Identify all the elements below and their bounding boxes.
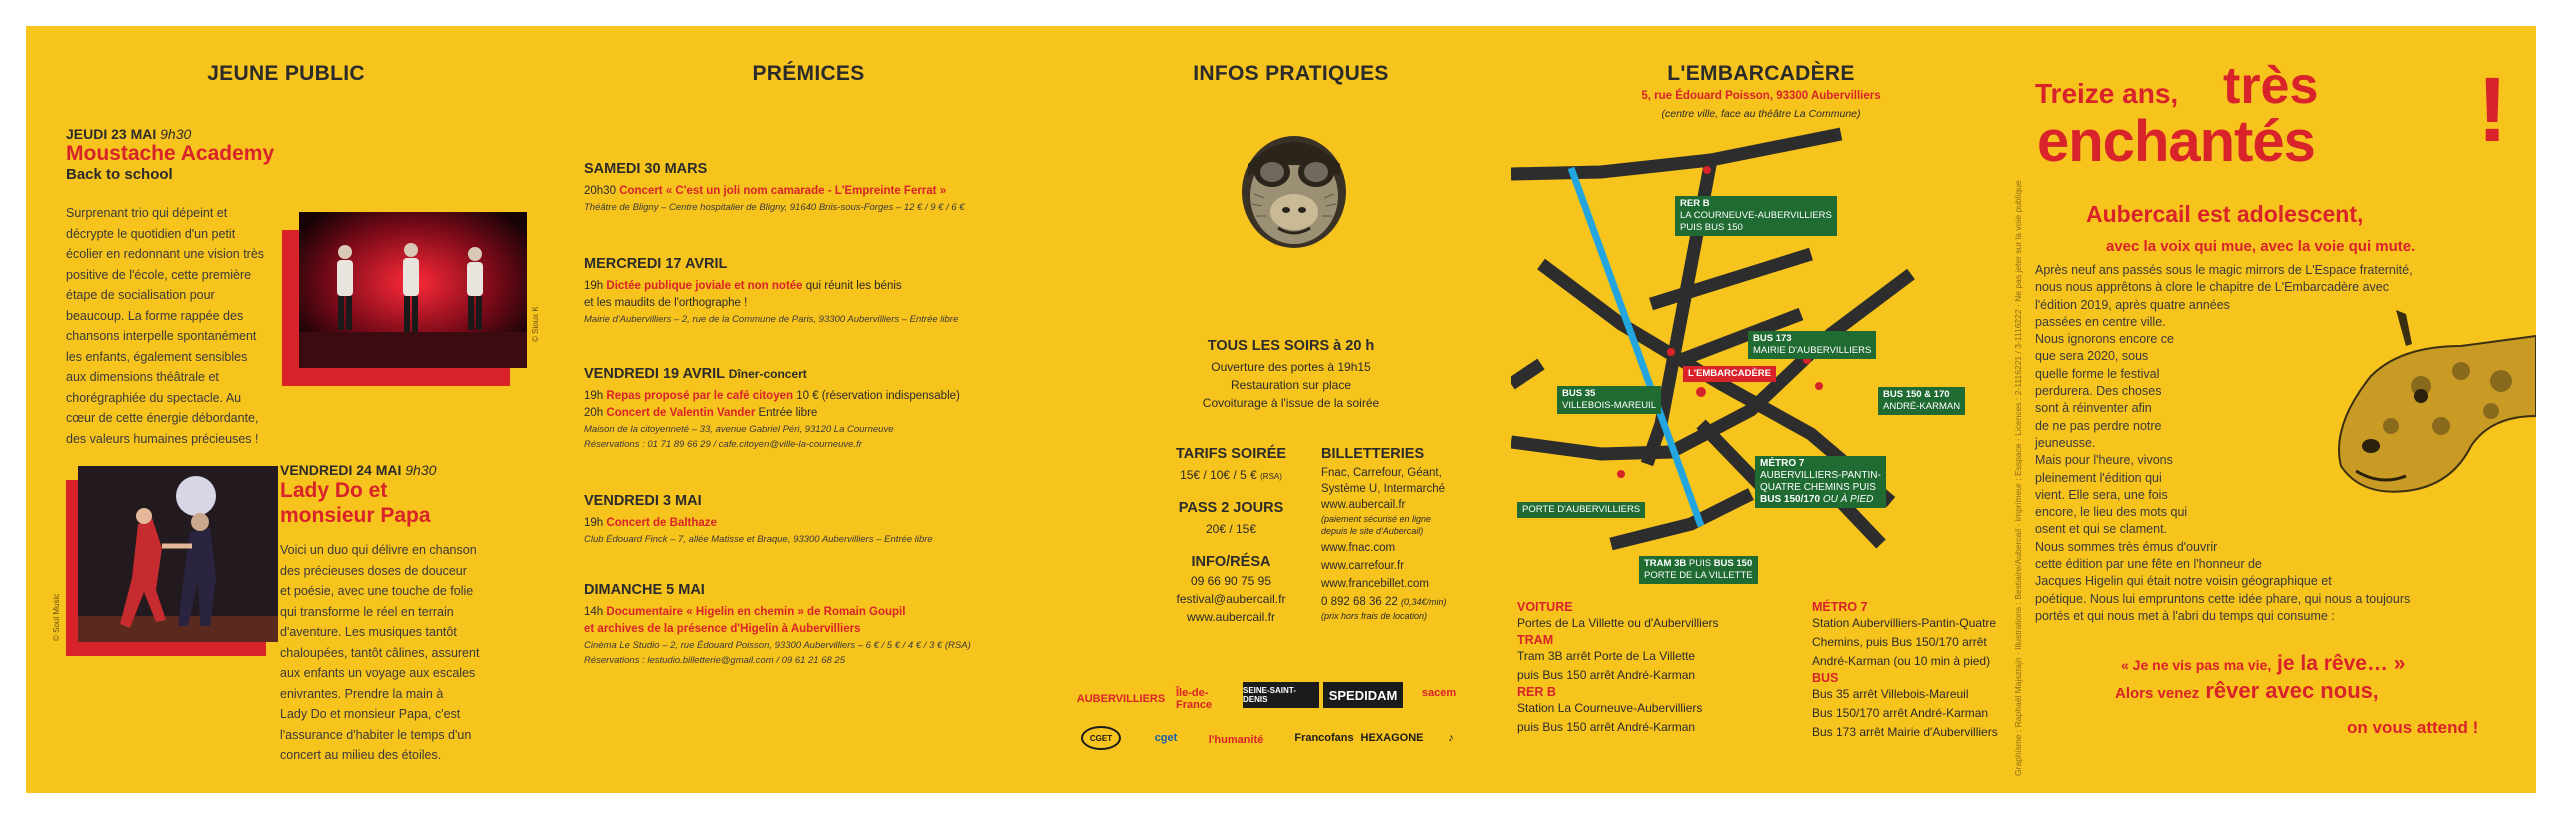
premices-event-title: Concert de Balthaze [606, 517, 717, 529]
premices-date [584, 582, 1064, 598]
edito-paragraph [2035, 262, 2525, 625]
edito-subtitle: Aubercail est adolescent, [2086, 201, 2364, 227]
billetteries-link[interactable]: www.aubercail.fr [1321, 499, 1406, 511]
premices-time: 19h [584, 280, 604, 292]
access-line: puis Bus 150 arrêt André-Karman [1517, 668, 1696, 682]
embarcadere-address-note: (centre ville, face au théâtre La Commune) [1661, 108, 1861, 120]
premices-note: Réservations : lestudio.billetterie@gmail.com / 09 61 21 68 25 [584, 655, 846, 666]
billetteries-title: BILLETTERIES [1321, 446, 1425, 462]
premices-line-tail: Entrée libre [755, 407, 818, 419]
premices-line [584, 295, 1064, 312]
billetteries-note: (prix hors frais de location) [1321, 611, 1428, 621]
edito-line: vient. Elle sera, une fois [2035, 487, 2168, 502]
access-line: puis Bus 150 arrêt André-Karman [1517, 720, 1696, 734]
edito-line: l'édition 2019, après quatre années [2035, 297, 2230, 312]
jeune-public-heading: JEUNE PUBLIC [207, 62, 365, 85]
premices-line [584, 604, 1064, 621]
edito-line: Mais pour l'heure, vivons [2035, 453, 2173, 468]
description-line: chansons interpelle spontanément [66, 329, 257, 343]
premices-event [584, 256, 1064, 327]
access-line: André-Karman (ou 10 min à pied) [1812, 654, 1991, 668]
tarifs-block [1161, 446, 1301, 626]
monkey-illustration [1234, 124, 1354, 254]
edito-title-part: enchantés [2037, 109, 2315, 174]
access-car-tram-rer [1517, 600, 1737, 737]
pass-value: 20€ / 15€ [1205, 522, 1257, 536]
billetteries-note: (paiement sécurisé en ligne [1321, 514, 1432, 524]
access-line: Portes de La Villette ou d'Aubervilliers [1517, 616, 1719, 630]
premices-line [584, 388, 1064, 405]
sponsor-logo: SPEDIDAM [1323, 682, 1403, 708]
description-line: les enfants, également sensibles [66, 349, 248, 364]
map-label-bus150: BUS 150 & 170 ANDRÉ-KARMAN [1878, 387, 1965, 415]
premices-date-text: SAMEDI 30 MARS [584, 161, 708, 177]
billetteries-phone: 0 892 68 36 22 [1321, 596, 1398, 608]
photo-credit: © Soul Music [52, 593, 61, 641]
premices-note: Club Édouard Finck – 7, allée Matisse et Braque, 93300 Aubervilliers – Entrée libre [584, 534, 933, 545]
access-line: Tram 3B arrêt Porte de La Villette [1517, 649, 1696, 663]
edito-line: Nous ignorons encore ce [2035, 332, 2174, 347]
premices-time: 20h30 [584, 185, 616, 197]
premices-date [584, 366, 1064, 382]
edito-line: de ne pas perdre notre [2035, 418, 2162, 433]
sponsor-logo: Île-de-France [1176, 687, 1213, 711]
access-line: Chemins, puis Bus 150/170 arrêt [1812, 635, 1987, 649]
edito-line: nous nous apprêtons à clore le chapitre de L'Embarcadère avec [2035, 280, 2389, 295]
event-subtitle: Back to school [66, 166, 173, 183]
sponsor-logo: sacem [1421, 687, 1457, 699]
premices-time: 19h [584, 390, 604, 402]
billetteries-link[interactable]: www.francebillet.com [1321, 578, 1430, 590]
description-line: aux dimensions théâtrale et [66, 370, 219, 384]
premices-date [584, 493, 1064, 509]
premices-date [584, 256, 1064, 272]
edito-line: Jacques Higelin qui était notre voisin géographique et [2035, 574, 2332, 589]
soirs-line: Ouverture des portes à 19h15 [1211, 360, 1371, 374]
jeune-public-column [26, 26, 546, 793]
info-resa-title: INFO/RÉSA [1191, 554, 1271, 570]
description-line: décrypte le quotidien d'un petit [66, 226, 236, 241]
sponsor-logo: AUBERVILLIERS [1076, 693, 1166, 705]
tarifs-value: 15€ / 10€ / 5 € [1180, 468, 1257, 482]
event-title-line: monsieur Papa [280, 504, 431, 527]
premices-time: 20h [584, 407, 604, 419]
description-line: des précieuses doses de douceur [280, 563, 467, 578]
description-line: et poésie, avec une touche de folie [280, 584, 474, 598]
edito-line: encore, le lieu des mots qui [2035, 505, 2188, 520]
edito-line: quelle forme le festival [2035, 366, 2160, 381]
edito-line: Après neuf ans passés sous le magic mirrors de L'Espace fraternité, [2035, 263, 2413, 277]
description-line: enivrantes. Prendre la main à [280, 686, 444, 701]
premices-note: Réservations : 01 71 89 66 29 / cafe.citoyen@ville-la-courneuve.fr [584, 439, 862, 450]
description-line: Lady Do et monsieur Papa, c'est [280, 707, 461, 721]
infos-column [1071, 26, 1511, 793]
premices-event-title: Concert de Valentin Vander [606, 407, 756, 419]
description-line: aux enfants un voyage aux escales [280, 666, 476, 680]
description-line: d'aventure. Les musiques tantôt [280, 625, 457, 639]
edito-title-part: Treize ans, [2035, 78, 2179, 109]
premices-heading: PRÉMICES [752, 62, 865, 85]
access-heading: VOITURE [1517, 600, 1573, 614]
billetteries-line: Fnac, Carrefour, Géant, [1321, 467, 1442, 479]
info-email[interactable]: festival@aubercail.fr [1176, 592, 1286, 606]
soirs-line: Covoiturage à l'issue de la soirée [1202, 396, 1380, 410]
edito-column [2011, 26, 2536, 793]
sponsor-logo: HEXAGONE [1360, 732, 1424, 744]
sponsor-logo: cget [1154, 732, 1178, 744]
event-date: JEUDI 23 MAI [66, 126, 157, 142]
access-heading: BUS [1812, 671, 1839, 685]
embarcadere-address: 5, rue Édouard Poisson, 93300 Aubervilliers [1641, 90, 1881, 102]
description-line: positive de l'école, cette première [66, 267, 252, 282]
event-lady-do [280, 462, 540, 528]
access-metro-bus [1812, 600, 2012, 742]
edito-line: que sera 2020, sous [2035, 349, 2149, 364]
event-date: VENDREDI 24 MAI [280, 462, 402, 478]
description-line: chorégraphiée du spectacle. Au [66, 390, 242, 405]
description-line: chaloupées, tantôt câlines, assurent [280, 645, 480, 660]
infos-heading: INFOS PRATIQUES [1193, 62, 1389, 85]
billetteries-link[interactable]: www.fnac.com [1321, 542, 1396, 554]
description-line: des valeurs humaines précieuses ! [66, 431, 259, 446]
embarcadere-heading: L'EMBARCADÈRE [1667, 62, 1855, 85]
description-line: étape de socialisation pour [66, 288, 215, 302]
edito-title [2035, 56, 2535, 174]
edito-line: Nous sommes très émus d'ouvrir [2035, 539, 2218, 554]
premices-event-title: Repas proposé par le café citoyen [606, 390, 794, 402]
access-line: Station La Courneuve-Aubervilliers [1517, 701, 1703, 715]
map-label-porte-aubervilliers: PORTE D'AUBERVILLIERS [1517, 502, 1645, 518]
premices-note: Cinéma Le Studio – 2, rue Édouard Poisson, 93300 Aubervilliers – 6 € / 5 € / 4 € / 3 € (RSA) [584, 640, 971, 651]
premices-event [584, 366, 1064, 452]
description-line: beaucoup. La forme rappée des [66, 308, 244, 323]
info-phone: 09 66 90 75 95 [1190, 574, 1272, 588]
premices-line [584, 405, 1064, 422]
billetteries-note: depuis le site d'Aubercail) [1321, 526, 1424, 536]
access-heading: TRAM [1517, 633, 1554, 647]
premices-column [546, 26, 1071, 793]
premices-event [584, 493, 1064, 547]
moustache-academy-photo [282, 212, 540, 387]
info-website[interactable]: www.aubercail.fr [1186, 610, 1276, 624]
sponsor-logo: SEINE-SAINT-DENIS [1243, 682, 1319, 708]
event-title: Moustache Academy [66, 142, 275, 165]
premices-line [584, 278, 1064, 295]
edito-line: pleinement l'édition qui [2035, 470, 2162, 485]
map-label-tram: TRAM 3B PUIS BUS 150 PORTE DE LA VILLETTE [1639, 556, 1758, 584]
edito-title-bang: ! [2477, 59, 2508, 161]
event-time: 9h30 [160, 126, 192, 142]
access-heading: MÉTRO 7 [1812, 600, 1868, 614]
premices-event [584, 582, 1064, 668]
edito-line: cette édition par une fête en l'honneur de [2035, 557, 2262, 572]
premices-date-text: VENDREDI 19 AVRIL [584, 366, 725, 382]
premices-note: Mairie d'Aubervilliers – 2, rue de la Commune de Paris, 93300 Aubervilliers – Entrée libre [584, 314, 959, 325]
tarifs-note: (RSA) [1260, 472, 1282, 481]
access-line: Bus 35 arrêt Villebois-Mareuil [1812, 687, 1969, 701]
soirs-line: Restauration sur place [1230, 378, 1352, 392]
description-line: Voici un duo qui délivre en chanson [280, 543, 477, 557]
photo-credit: © Sioux K [531, 306, 540, 342]
lady-do-photo [52, 466, 281, 656]
edito-line: sont à réinventer afin [2035, 401, 2152, 416]
premices-time: 19h [584, 517, 604, 529]
billetteries-phone-note: (0,34€/min) [1400, 597, 1447, 607]
map-label-embarcadere: L'EMBARCADÈRE [1683, 366, 1776, 382]
tarifs-title: TARIFS SOIRÉE [1175, 446, 1287, 462]
edito-line: poétique. Nous lui empruntons cette idée phare, qui nous a toujours [2035, 591, 2411, 606]
access-line: Bus 173 arrêt Mairie d'Aubervilliers [1812, 725, 1998, 739]
map-label-rerb: RER B LA COURNEUVE-AUBERVILLIERS PUIS BUS 150 [1675, 196, 1837, 236]
edito-line: passées en centre ville. [2035, 314, 2166, 329]
premices-line-tail: 10 € (réservation indispensable) [793, 390, 960, 402]
premices-event [584, 161, 1064, 215]
tous-les-soirs: TOUS LES SOIRS à 20 h [1207, 338, 1375, 354]
premices-line-tail: qui réunit les bénis [802, 280, 902, 292]
billetteries-line: Système U, Intermarché [1321, 483, 1445, 495]
event-description [66, 203, 291, 449]
premices-line [584, 183, 1064, 200]
description-line: qui transforme le réel en terrain [280, 604, 454, 619]
premices-note: Théâtre de Bligny – Centre hospitalier de Bligny, 91640 Briis-sous-Forges – 12 € / 9 € / 6 € [584, 202, 965, 213]
premices-event-title: et archives de la présence d'Higelin à Aubervilliers [584, 623, 861, 635]
embarcadere-column [1511, 26, 2023, 793]
premices-date-text: DIMANCHE 5 MAI [584, 582, 705, 598]
access-line: Bus 150/170 arrêt André-Karman [1812, 706, 1989, 720]
access-heading: RER B [1517, 685, 1556, 699]
edito-line: osent et qui se clament. [2035, 522, 2168, 537]
description-line: écolier en redonnant une vision très [66, 247, 265, 261]
premices-event-title: Dictée publique joviale et non notée [606, 280, 803, 292]
edito-subtitle-line: avec la voix qui mue, avec la voie qui mute. [2106, 238, 2416, 255]
edito-closing: Alors venez rêver avec nous, [2115, 678, 2379, 703]
credits-vertical: Graphisme : Raphaël Majsztajn · Illustrations : Bestiaire/Aubercail · Imprimeur : Esspace · Licences : 2-1116221 / 3-1116222 · Ne pas jeter sur la voie publique [2013, 180, 2023, 776]
description-line: l'assurance d'habiter le temps d'un [280, 727, 472, 742]
sponsor-logo: ♪ [1448, 732, 1454, 744]
premices-date [584, 161, 1064, 177]
access-map[interactable] [1511, 124, 2011, 624]
pass-title: PASS 2 JOURS [1178, 500, 1284, 516]
premices-line-tail: et les maudits de l'orthographe ! [584, 297, 748, 309]
map-label-metro7: MÉTRO 7 AUBERVILLIERS-PANTIN- QUATRE CHEMINS PUIS BUS 150/170 OU À PIED [1755, 456, 1886, 508]
sponsor-logo: CGET [1081, 726, 1121, 750]
premices-note: Maison de la citoyenneté – 33, avenue Gabriel Péri, 93120 La Courneuve [584, 424, 894, 435]
premices-date-text: VENDREDI 3 MAI [584, 493, 702, 509]
premices-date-text: MERCREDI 17 AVRIL [584, 256, 728, 272]
edito-closing-line: on vous attend ! [2347, 718, 2479, 737]
edito-title-part: très [2223, 57, 2319, 115]
edito-line: perdurera. Des choses [2035, 384, 2162, 399]
event-description [280, 540, 542, 766]
description-line: Surprenant trio qui dépeint et [66, 206, 228, 220]
description-line: concert au milieu des étoiles. [280, 748, 442, 762]
premices-line [584, 621, 1064, 638]
premices-time: 14h [584, 606, 604, 618]
sponsor-logo: l'humanité [1208, 734, 1264, 746]
description-line: cœur de cette énergie débordante, [66, 411, 259, 425]
billetteries-block [1321, 446, 1491, 621]
access-line: Station Aubervilliers-Pantin-Quatre [1812, 616, 1997, 630]
edito-line: jeuneusse. [2035, 435, 2096, 450]
map-label-bus173: BUS 173 MAIRIE D'AUBERVILLIERS [1748, 331, 1876, 359]
edito-line: portés et qui nous met à l'abri du temps qui consume : [2035, 608, 2335, 623]
event-time: 9h30 [405, 462, 437, 478]
billetteries-link[interactable]: www.carrefour.fr [1321, 560, 1405, 572]
event-moustache-academy [66, 126, 536, 183]
sponsor-logo: Francofans [1294, 732, 1354, 744]
edito-quote: « Je ne vis pas ma vie, je la rêve… » [2121, 652, 2406, 675]
brochure-sheet [26, 26, 2536, 793]
premices-line [584, 515, 1064, 532]
premices-event-title: Documentaire « Higelin en chemin » de Romain Goupil [606, 606, 906, 618]
map-label-bus35: BUS 35 VILLEBOIS-MAREUIL [1557, 386, 1661, 414]
event-title-line: Lady Do et [280, 479, 388, 502]
premices-event-title: Concert « C'est un joli nom camarade - L'Empreinte Ferrat » [619, 185, 947, 197]
premices-date-extra: Dîner-concert [728, 367, 807, 381]
